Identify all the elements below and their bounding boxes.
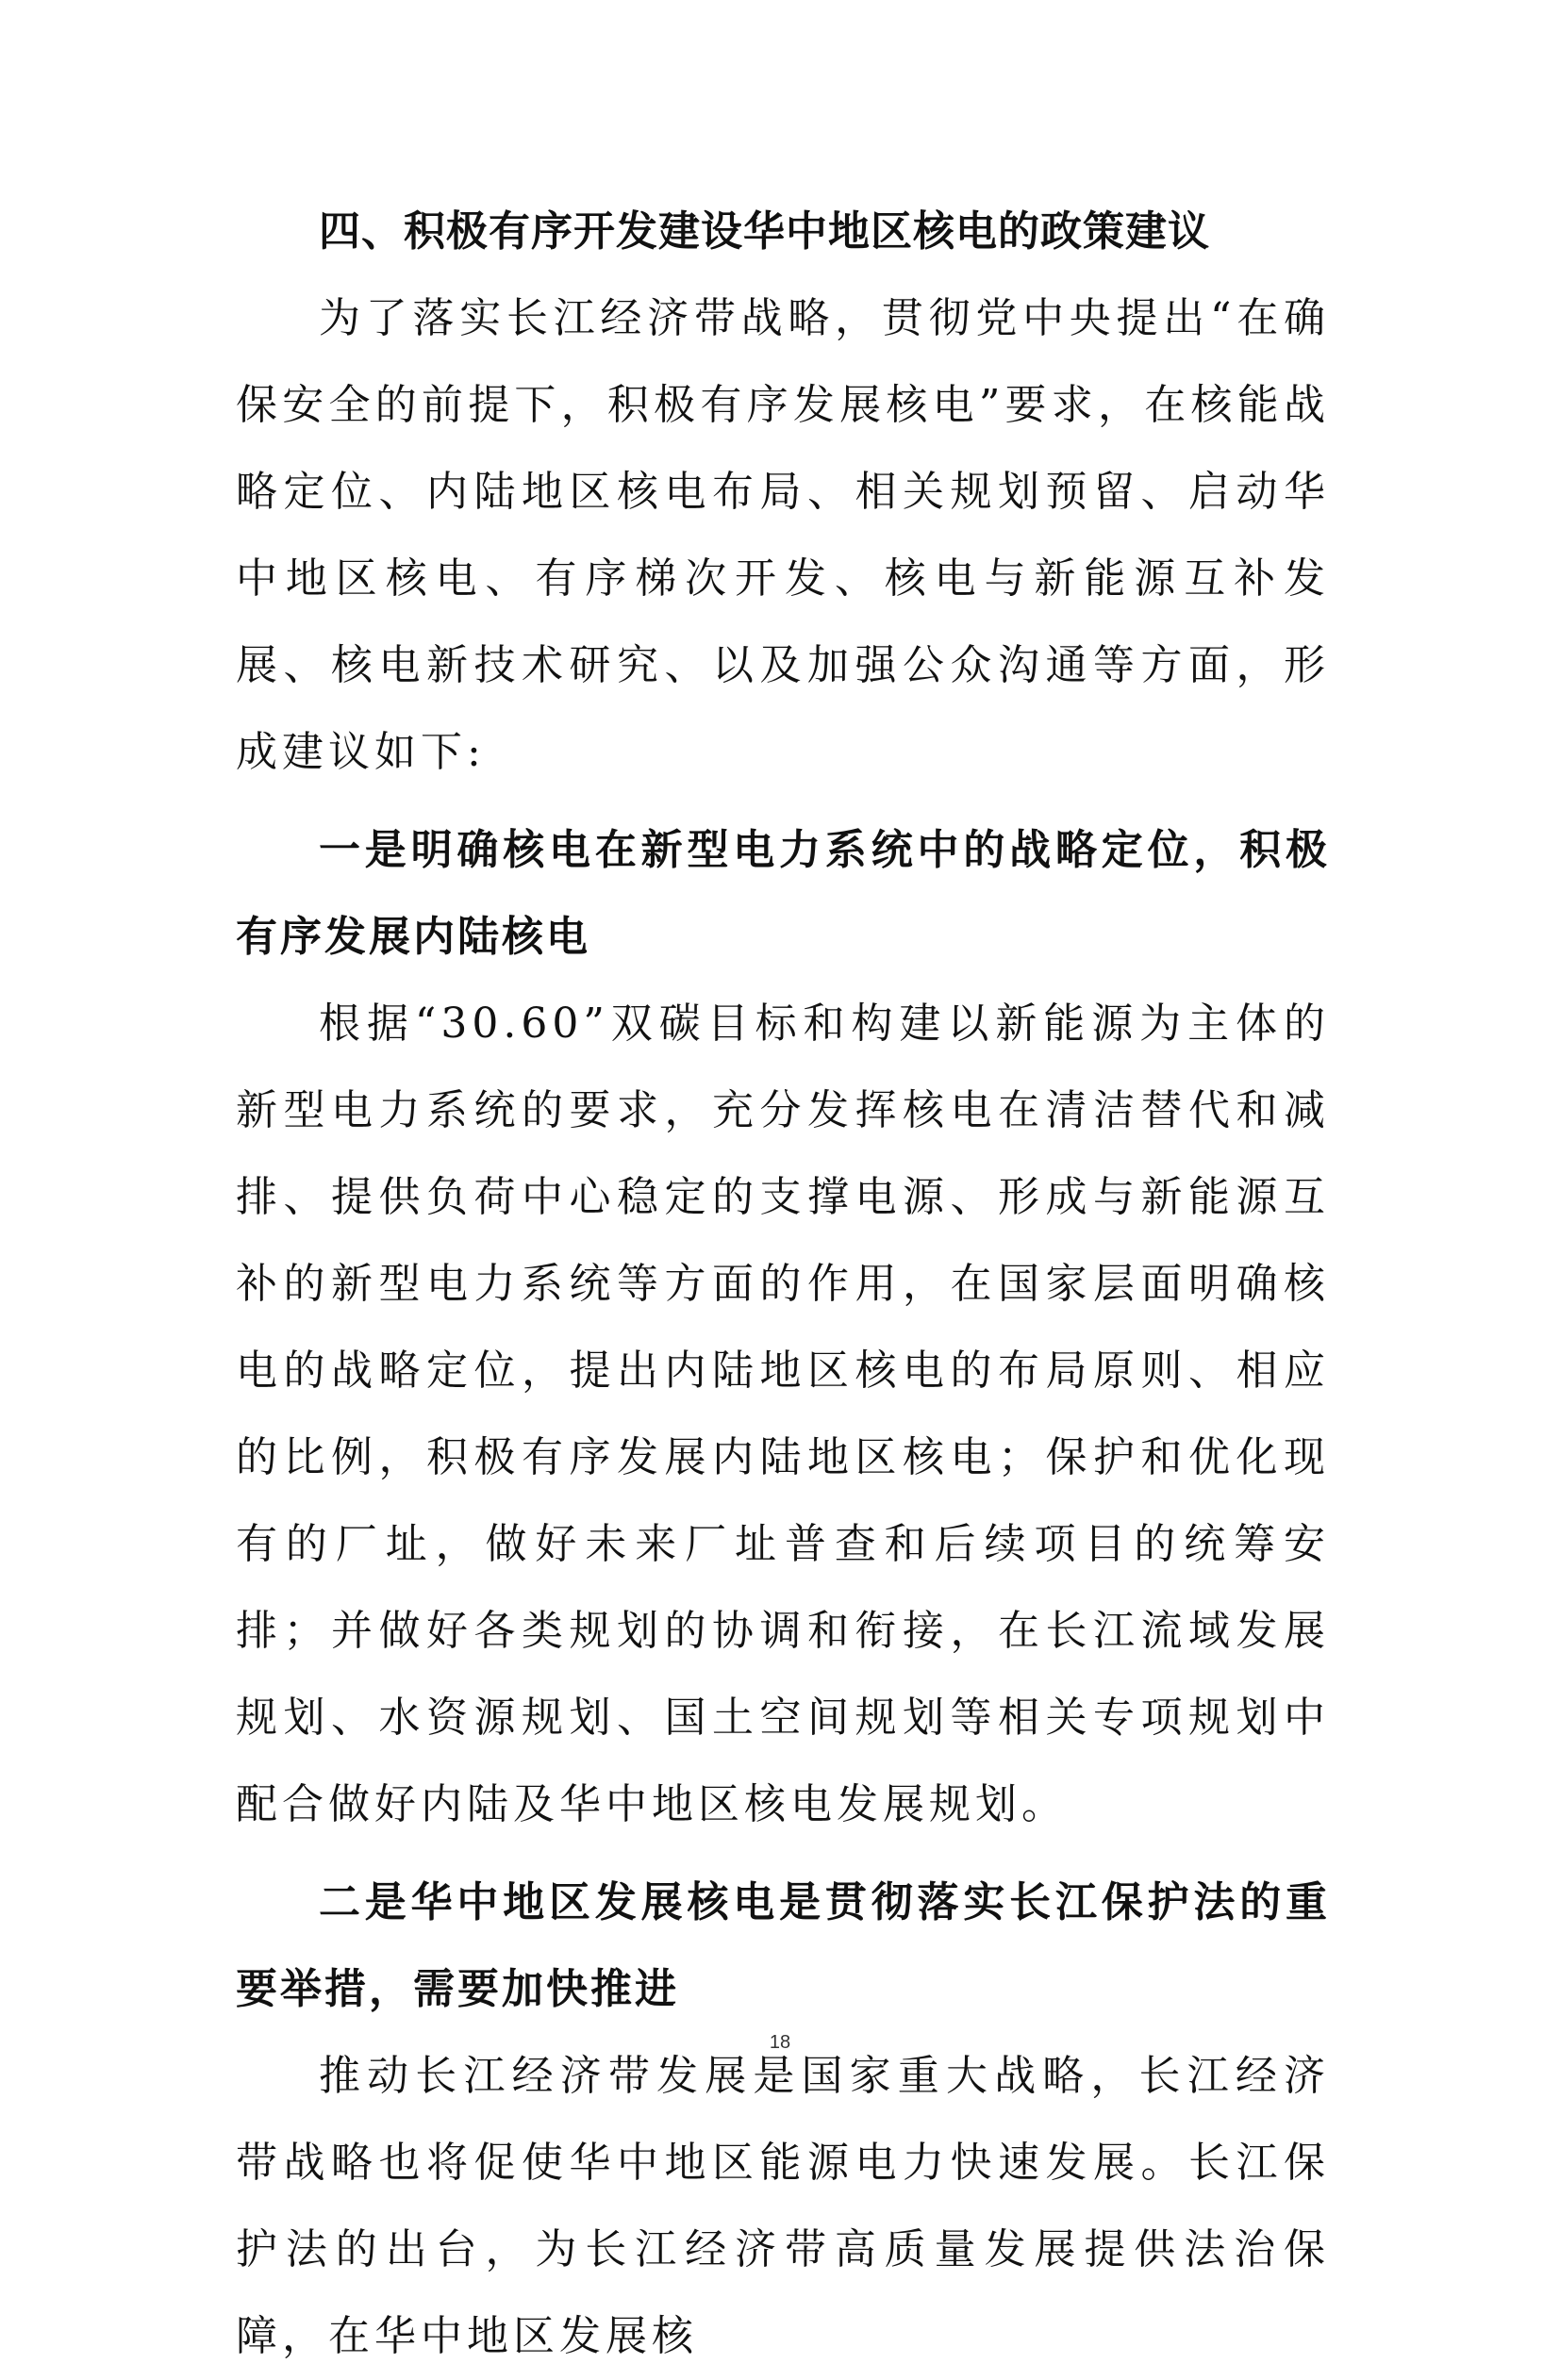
subsection-2-heading: 二是华中地区发展核电是贯彻落实长江保护法的重要举措，需要加快推进 [236, 1878, 1330, 2013]
section-title: 四、积极有序开发建设华中地区核电的政策建议 [319, 207, 1210, 256]
page-number: 18 [769, 2032, 791, 2053]
subsection-1-body: 根据“30.60”双碳目标和构建以新能源为主体的新型电力系统的要求，充分发挥核电在清洁替代和减排、提供负荷中心稳定的支撑电源、形成与新能源互补的新型电力系统等方面的作用，在国家层面明确核电的战略定位，提出内陆地区核电的布局原则、相应的比例，积极有序发展内陆地区核电；保护和优化现有的厂址，做好未来厂址普查和后续项目的统筹安排；并做好各类规划的协调和衔接，在长江流域发展规划、水资源规划、国土空间规划等相关专项规划中配合做好内陆及华中地区核电发展规划。 [236, 1000, 1330, 1828]
subsection-2-body: 推动长江经济带发展是国家重大战略，长江经济带战略也将促使华中地区能源电力快速发展。长江保护法的出台，为长江经济带高质量发展提供法治保障，在华中地区发展核 [236, 2052, 1330, 2360]
subsection-1-heading: 一是明确核电在新型电力系统中的战略定位，积极有序发展内陆核电 [236, 826, 1330, 961]
intro-paragraph: 为了落实长江经济带战略，贯彻党中央提出“在确保安全的前提下，积极有序发展核电”要求，在核能战略定位、内陆地区核电布局、相关规划预留、启动华中地区核电、有序梯次开发、核电与新能源互补发展、核电新技术研究、以及加强公众沟通等方面，形成建议如下: [236, 294, 1330, 776]
